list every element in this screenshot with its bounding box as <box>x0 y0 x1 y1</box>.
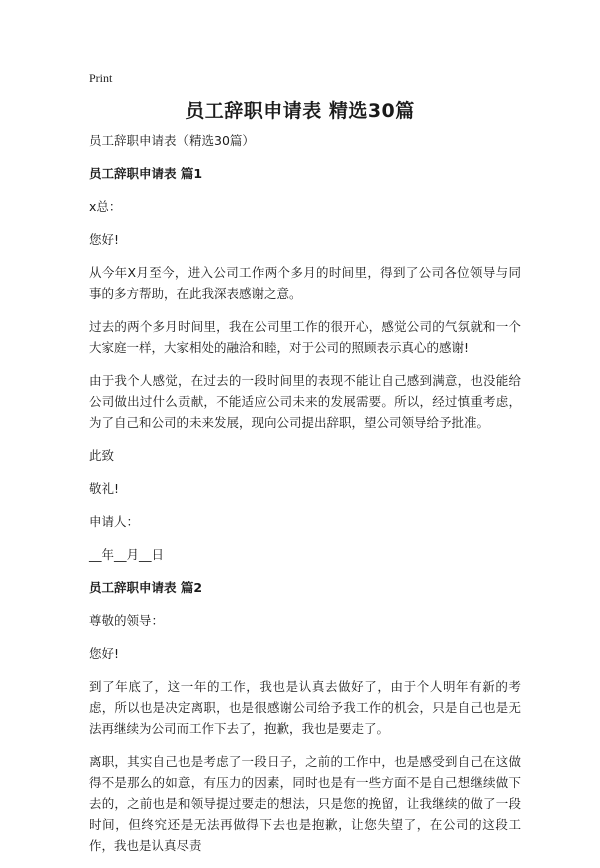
date-line: __年__月__日 <box>89 547 165 562</box>
document-subtitle: 员工辞职申请表（精选30篇） <box>89 133 255 148</box>
closing-line: 敬礼! <box>89 481 120 496</box>
article-heading: 员工辞职申请表 篇1 <box>89 166 203 181</box>
greeting: 您好! <box>89 646 120 661</box>
salutation: 尊敬的领导： <box>89 613 165 628</box>
print-label: Print <box>89 71 113 85</box>
page-title: 员工辞职申请表 精选30篇 <box>185 100 415 122</box>
paragraph: 从今年X月至今，进入公司工作两个多月的时间里，得到了公司各位领导与同事的多方帮助，在此我深表感谢之意。 <box>89 265 521 301</box>
salutation: x总： <box>89 199 122 214</box>
paragraph: 到了年底了，这一年的工作，我也是认真去做好了，由于个人明年有新的考虑，所以也是决定离职，也是很感谢公司给予我工作的机会，只是自己也是无法再继续为公司而工作下去了，抱歉，我也是要走了。 <box>89 679 521 736</box>
document-body <box>89 130 521 868</box>
closing-line: 此致 <box>89 448 115 463</box>
paragraph: 过去的两个多月时间里，我在公司里工作的很开心，感觉公司的气氛就和一个大家庭一样，大家相处的融洽和睦，对于公司的照顾表示真心的感谢! <box>89 319 521 355</box>
paragraph: 离职，其实自己也是考虑了一段日子，之前的工作中，也是感受到自己在这做得不是那么的如意，有压力的因素，同时也是有一些方面不是自己想继续做下去的，之前也是和领导提过要走的想法，只是您的挽留，让我继续的做了一段时间，但终究还是无法再做得下去也是抱歉，让您失望了，在公司的这段工作，我也是认真尽责 <box>89 754 521 853</box>
paragraph: 由于我个人感觉，在过去的一段时间里的表现不能让自己感到满意，也没能给公司做出过什么贡献，不能适应公司未来的发展需要。所以，经过慎重考虑，为了自己和公司的未来发展，现向公司提出辞职，望公司领导给予批准。 <box>89 373 521 430</box>
applicant-label: 申请人： <box>89 514 140 529</box>
article-heading: 员工辞职申请表 篇2 <box>89 580 203 595</box>
greeting: 您好! <box>89 232 120 247</box>
